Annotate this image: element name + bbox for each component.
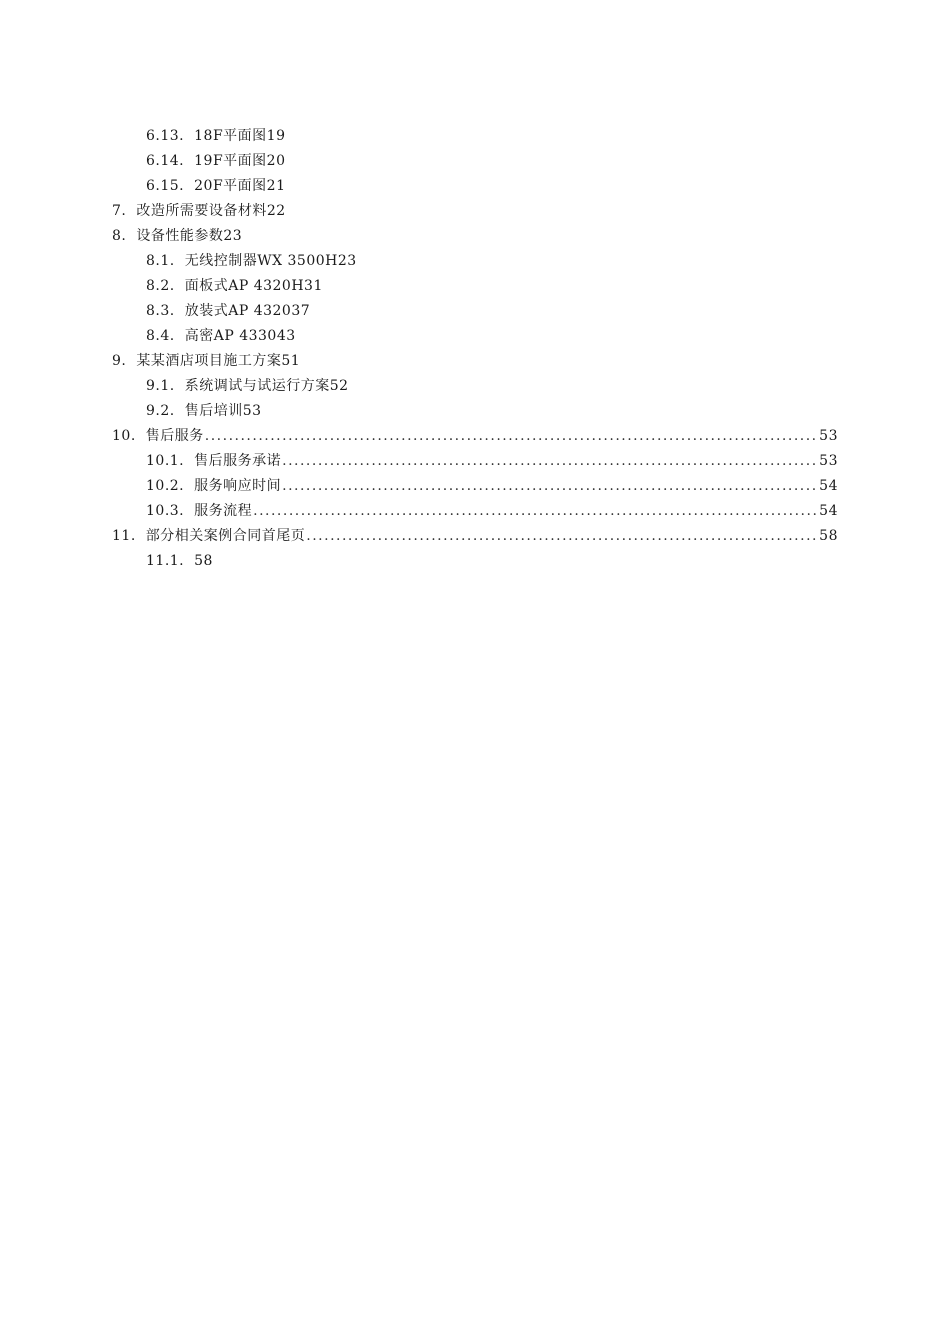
toc-page-number: 53 (242, 403, 262, 419)
toc-number: 9. (112, 353, 127, 369)
toc-entry-8-2[interactable] (0, 274, 950, 299)
toc-page-number: 21 (266, 178, 286, 194)
toc-title: 放装式AP 4320 (184, 303, 292, 319)
toc-page-number: 58 (819, 528, 838, 544)
toc-title: 19F平面图 (194, 153, 267, 169)
toc-page-number: 43 (276, 328, 296, 344)
table-of-contents (0, 124, 950, 574)
dot-leader (282, 474, 818, 499)
dot-leader (253, 499, 818, 524)
toc-number: 11.1. (146, 553, 185, 569)
toc-entry-9-2[interactable] (0, 399, 950, 424)
toc-number: 8.4. (146, 328, 175, 344)
toc-page-number: 20 (266, 153, 286, 169)
toc-page-number: 58 (194, 553, 213, 569)
toc-page-number: 54 (819, 503, 838, 519)
toc-number: 6.15. (146, 178, 185, 194)
toc-title: 部分相关案例合同首尾页 (145, 528, 306, 544)
toc-entry-11[interactable] (0, 524, 838, 549)
toc-title: 20F平面图 (194, 178, 267, 194)
toc-number: 6.13. (146, 128, 185, 144)
toc-title: 18F平面图 (194, 128, 267, 144)
toc-number: 8. (112, 228, 127, 244)
dot-leader (205, 424, 818, 449)
toc-entry-6-15[interactable] (0, 174, 950, 199)
toc-number: 9.1. (146, 378, 175, 394)
toc-title: 售后培训 (184, 403, 243, 419)
toc-title: 售后服务 (145, 428, 204, 444)
toc-title: 无线控制器WX 3500H (184, 253, 338, 269)
toc-entry-7[interactable] (0, 199, 950, 224)
toc-title: 服务流程 (194, 503, 253, 519)
toc-number: 7. (112, 203, 127, 219)
toc-page-number: 37 (291, 303, 311, 319)
toc-page-number: 31 (304, 278, 323, 294)
toc-entry-8-4[interactable] (0, 324, 950, 349)
toc-number: 8.2. (146, 278, 175, 294)
toc-number: 8.1. (146, 253, 175, 269)
toc-entry-11-1[interactable] (0, 549, 950, 574)
toc-page-number: 51 (281, 353, 301, 369)
toc-entry-9[interactable] (0, 349, 950, 374)
toc-entry-10-1[interactable] (0, 449, 838, 474)
toc-entry-10-3[interactable] (0, 499, 838, 524)
toc-number: 6.14. (146, 153, 185, 169)
toc-title: 某某酒店项目施工方案 (136, 353, 282, 369)
toc-number: 10.2. (146, 478, 185, 494)
toc-number: 9.2. (146, 403, 175, 419)
toc-title: 服务响应时间 (194, 478, 282, 494)
toc-page-number: 19 (266, 128, 286, 144)
toc-page-number: 53 (819, 428, 838, 444)
toc-entry-8-1[interactable] (0, 249, 950, 274)
toc-page-number: 52 (329, 378, 349, 394)
dot-leader (282, 449, 818, 474)
toc-page-number: 23 (337, 253, 357, 269)
toc-page-number: 54 (819, 478, 838, 494)
toc-title: 高密AP 4330 (184, 328, 277, 344)
toc-number: 11. (112, 528, 136, 544)
toc-page-number: 23 (223, 228, 243, 244)
toc-entry-6-14[interactable] (0, 149, 950, 174)
toc-entry-10-2[interactable] (0, 474, 838, 499)
toc-page-number: 22 (266, 203, 286, 219)
toc-number: 10. (112, 428, 136, 444)
toc-title: 面板式AP 4320H (184, 278, 305, 294)
toc-title: 系统调试与试运行方案 (184, 378, 330, 394)
toc-entry-10[interactable] (0, 424, 838, 449)
toc-page-number: 53 (819, 453, 838, 469)
toc-entry-8[interactable] (0, 224, 950, 249)
toc-number: 8.3. (146, 303, 175, 319)
toc-entry-8-3[interactable] (0, 299, 950, 324)
toc-number: 10.1. (146, 453, 185, 469)
toc-title: 改造所需要设备材料 (136, 203, 267, 219)
toc-title: 设备性能参数 (136, 228, 224, 244)
dot-leader (306, 524, 818, 549)
toc-entry-6-13[interactable] (0, 124, 950, 149)
toc-title: 售后服务承诺 (194, 453, 282, 469)
toc-number: 10.3. (146, 503, 185, 519)
toc-entry-9-1[interactable] (0, 374, 950, 399)
